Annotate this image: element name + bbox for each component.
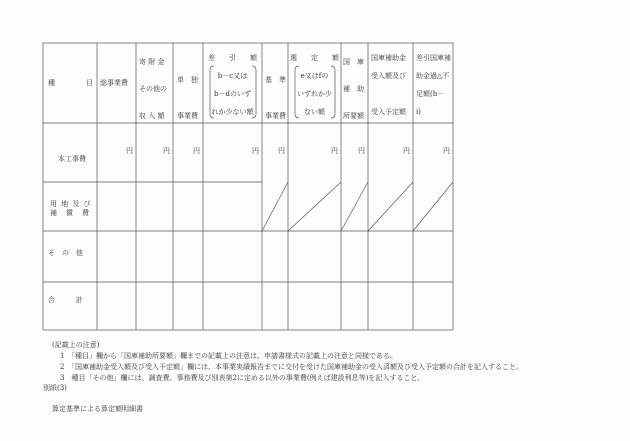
row-label: そ の 他: [48, 249, 83, 257]
header-total: 総事業費: [100, 79, 128, 87]
row-label: 本工事費: [58, 155, 86, 163]
notes-title: (記載上の注意): [52, 341, 100, 349]
unit-label: 円: [358, 147, 365, 155]
row-label: 合 計: [48, 296, 83, 304]
diagonal-slashes: [262, 182, 453, 231]
row-label: 用 地 及 び 補 償 費: [50, 200, 92, 217]
document-title: 算定基準による算定額明細書: [52, 405, 143, 413]
unit-label: 円: [443, 147, 450, 155]
header-selected: 選 定 額 e又はfの いずれか少 ない額: [290, 54, 339, 116]
unit-label: 円: [193, 147, 200, 155]
header-standard: 基 準 事業費: [265, 76, 286, 120]
header-shumoku: 種 目: [48, 79, 93, 87]
note-item: 1 「種目」欄から「国庫補助所要額」欄までの記載上の注意は、申請書様式の記載上の注意と同様である。: [60, 352, 397, 360]
header-difference: 差 引 額 b－c又は b－dのいず れか少ない額: [208, 54, 257, 116]
header-received: 国庫補助金 受入額及び 受入予定額: [371, 54, 406, 116]
note-item: 2 「国庫補助金受入額及び受入予定額」欄には、本事業実績報告までに交付を受けた国庫補助金の受入済額及び受入予定額の合計を記入すること。: [60, 363, 523, 371]
unit-label: 円: [252, 147, 259, 155]
unit-label: 円: [403, 147, 410, 155]
note-item: 3 種目「その他」欄には、調査費、事務費及び別表第2に定める以外の事業費(例えば建設利息等)を記入すること。: [60, 374, 425, 382]
unit-label: 円: [163, 147, 170, 155]
header-single: 単 独 事業費: [177, 76, 198, 120]
unit-label: 円: [278, 147, 285, 155]
attachment-label: 別紙(3): [43, 384, 67, 392]
header-balance: 差引国庫補 助金過△不 足額(h－ i): [416, 54, 451, 116]
unit-label: 円: [126, 147, 133, 155]
header-donation: 寄 附 金 その他の 収 入 額: [139, 58, 167, 120]
header-subsidy: 国 庫 補 助 所要額: [343, 58, 364, 120]
unit-label: 円: [331, 147, 338, 155]
